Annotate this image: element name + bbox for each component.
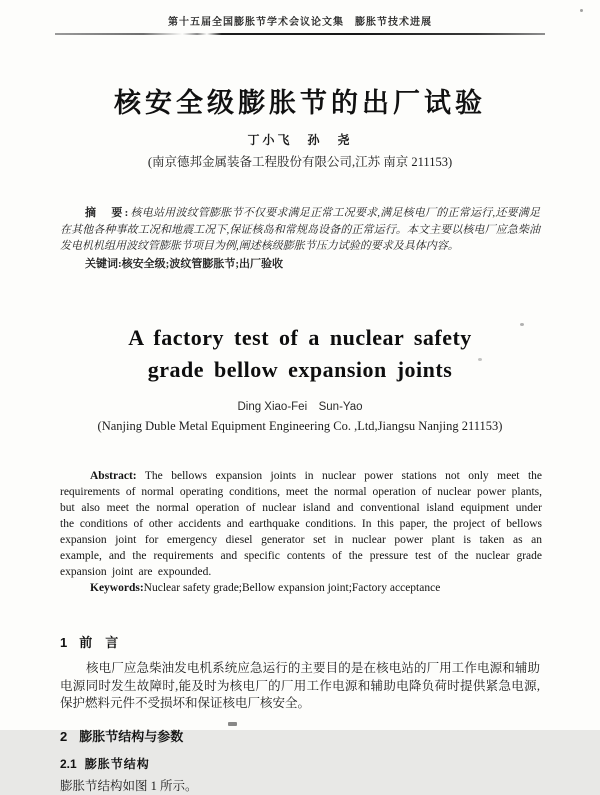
paper-title-en-line2: grade bellow expansion joints: [0, 354, 600, 386]
scan-artifact: [580, 9, 583, 12]
abstract-text-en: The bellows expansion joints in nuclear power stations not only meet the requirements of normal operating conditions, meet the normal operation of nuclear power plants, but also meet the normal operation of nuclear island and conventional island equipment under the conditions of other accidents and earthquake conditions. In this paper, the project of bellows expansion joint for emergency diesel generator set in nuclear power plant is taken as an example, and the requirements and specific contents of the pressure test of the nuclear grade expansion joint are expounded.: [60, 470, 542, 578]
paper-title-en: [0, 322, 600, 386]
scan-artifact: [228, 722, 237, 726]
authors-zh: 丁小飞 孙 尧: [0, 131, 600, 148]
keywords-text-en: Nuclear safety grade;Bellow expansion joint;Factory acceptance: [144, 582, 441, 594]
keywords-label-en: Keywords:: [90, 582, 144, 594]
keywords-zh: [60, 256, 540, 273]
paper-title-en-line1: A factory test of a nuclear safety: [0, 322, 600, 354]
section-2-title: 膨胀节结构与参数: [79, 729, 183, 744]
section-1-heading: [60, 632, 540, 651]
keywords-text-zh: 核安全级;波纹管膨胀节;出厂验收: [122, 258, 283, 270]
section-2-1-body: 膨胀节结构如图 1 所示。: [60, 778, 540, 795]
scan-artifact: [520, 323, 524, 326]
scan-artifact: [133, 100, 136, 104]
section-1-body: 核电厂应急柴油发电机系统应急运行的主要目的是在核电站的厂用工作电源和辅助电源同时发生故障时,能及时为核电厂的厂用工作电源和辅助电降负荷时提供紧急电源,保护燃料元件不受损坏和保证核电厂核安全。: [60, 660, 540, 713]
journal-header: 第十五届全国膨胀节学术会议论文集 膨胀节技术进展: [0, 0, 600, 28]
paper-title-zh: 核安全级膨胀节的出厂试验: [0, 81, 600, 120]
scan-artifact: [478, 358, 482, 361]
keywords-label-zh: 关键词:: [85, 258, 122, 270]
abstract-label-zh: 摘 要:: [85, 207, 130, 219]
keywords-en: [60, 580, 542, 596]
abstract-label-en: Abstract:: [90, 470, 137, 482]
abstract-text-zh: 核电站用波纹管膨胀节不仅要求满足正常工况要求,满足核电厂的正常运行,还要满足在其他各种事故工况和地震工况下,保证核岛和常规岛设备的正常运行。本文主要以核电厂应急柴油发电机机组用波纹管膨胀节项目为例,阐述核级膨胀节压力试验的要求及具体内容。: [60, 207, 540, 252]
abstract-en: [60, 468, 542, 580]
section-2-number: 2: [60, 729, 67, 744]
affiliation-zh: (南京德邦金属装备工程股份有限公司,江苏 南京 211153): [0, 152, 600, 170]
header-rule-divider: [55, 33, 545, 35]
section-2-1-title: 膨胀节结构: [85, 757, 150, 771]
section-2-1-heading: [60, 755, 540, 772]
authors-en: Ding Xiao-Fei Sun-Yao: [0, 398, 600, 414]
section-1-title: 前 言: [79, 635, 118, 650]
section-1-number: 1: [60, 635, 67, 650]
section-2-heading: [60, 726, 540, 745]
section-2-1-number: 2.1: [60, 757, 77, 771]
abstract-zh: [60, 205, 540, 255]
affiliation-en: (Nanjing Duble Metal Equipment Engineering Co. ,Ltd,Jiangsu Nanjing 211153): [0, 419, 600, 434]
